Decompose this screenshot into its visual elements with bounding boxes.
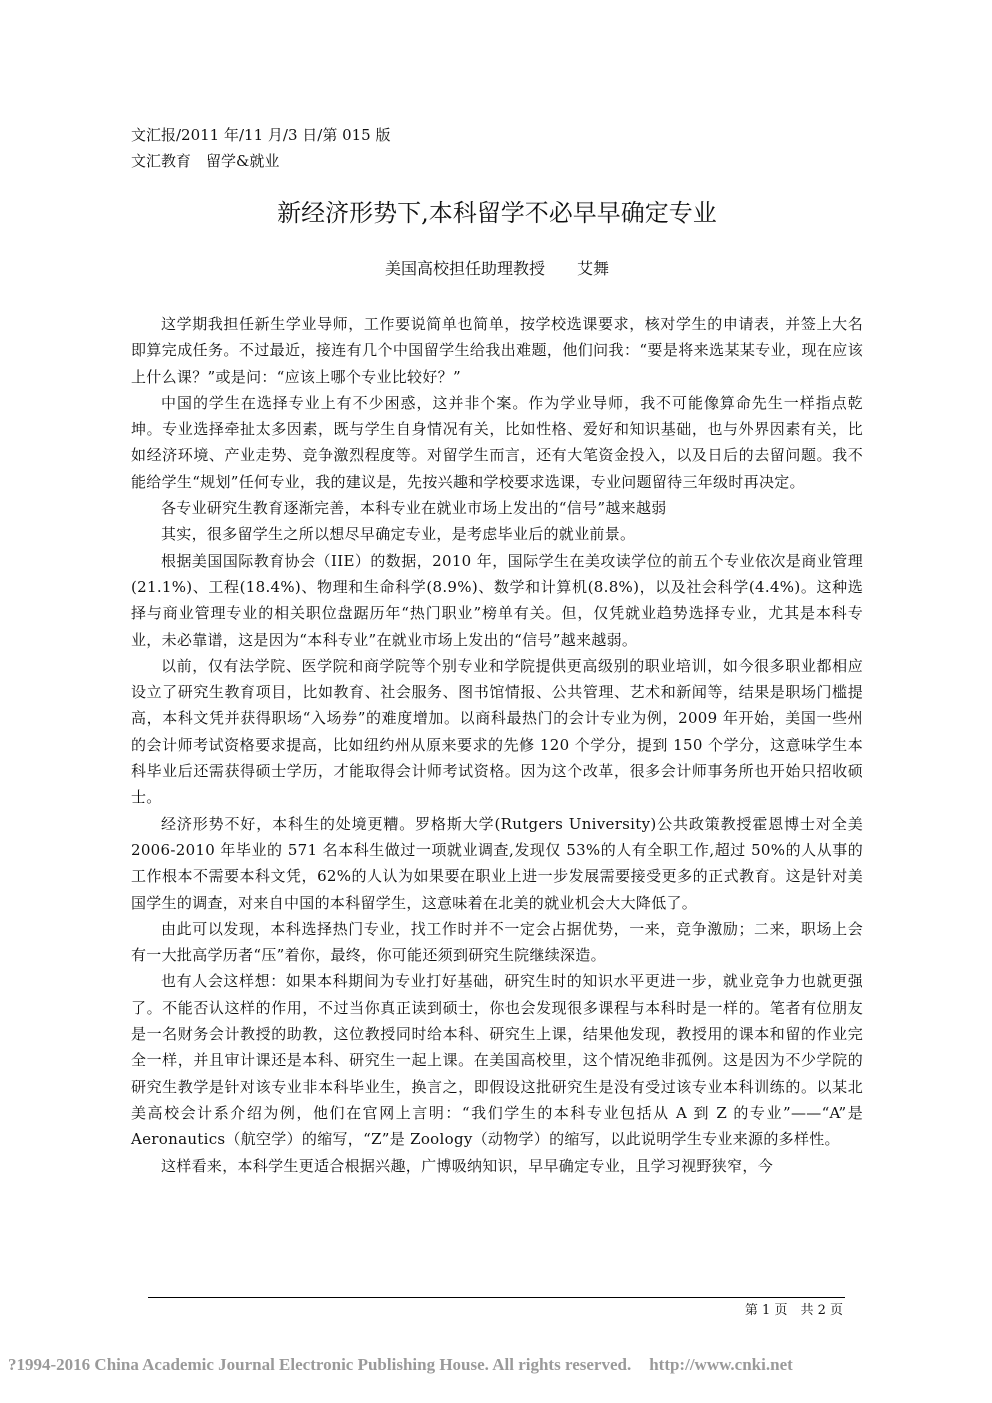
paragraph: 由此可以发现，本科选择热门专业，找工作时并不一定会占据优势，一来，竞争激励；二来，职场上会有一大批高学历者“压”着你，最终，你可能还须到研究生院继续深造。 <box>131 919 863 965</box>
paragraph: 中国的学生在选择专业上有不少困惑，这并非个案。作为学业导师，我不可能像算命先生一样指点乾坤。专业选择牵扯太多因素，既与学生自身情况有关，比如性格、爱好和知识基础，也与外界因素有关，比如经济环境、产业走势、竞争激烈程度等。对留学生而言，还有大笔资金投入，以及日后的去留问题。我不能给学生“规划”任何专业，我的建议是，先按兴趣和学校要求选课，专业问题留待三年级时再决定。 <box>131 393 863 491</box>
subheading: 各专业研究生教育逐渐完善，本科专业在就业市场上发出的“信号”越来越弱 <box>161 499 667 518</box>
paragraph: 其实，很多留学生之所以想尽早确定专业，是考虑毕业后的就业前景。 <box>161 525 636 544</box>
article-body <box>131 311 863 1179</box>
paragraph: 经济形势不好，本科生的处境更糟。罗格斯大学(Rutgers University)公共政策教授霍恩博士对全美 2006-2010 年毕业的 571 名本科生做过一项就业调查,发现仅 53%的人有全职工作,超过 50%的人从事的工作根本不需要本科文凭，62%的人认为如果要在职业上进一步发展需要接受更多的正式教育。这是针对美国学生的调查，对来自中国的本科留学生，这意味着在北美的就业机会大大降低了。 <box>131 814 863 912</box>
article-title: 新经济形势下,本科留学不必早早确定专业 <box>277 199 717 227</box>
paragraph: 这样看来，本科学生更适合根据兴趣，广博吸纳知识，早早确定专业，且学习视野狭窄，今 <box>161 1156 774 1175</box>
source-header <box>131 122 391 174</box>
section-label: 文汇教育 留学&就业 <box>131 152 280 170</box>
author-name: 艾舞 <box>577 259 610 278</box>
publication-source: 文汇报/2011 年/11 月/3 日/第 015 版 <box>131 126 391 144</box>
cnki-url: http://www.cnki.net <box>649 1355 793 1374</box>
author-role: 美国高校担任助理教授 <box>384 259 545 278</box>
paragraph: 也有人会这样想：如果本科期间为专业打好基础，研究生时的知识水平更进一步，就业竞争力也就更强了。不能否认这样的作用，不过当你真正读到硕士，你也会发现很多课程与本科时是一样的。笔者有位朋友是一名财务会计教授的助教，这位教授同时给本科、研究生上课，结果他发现，教授用的课本和留的作业完全一样，并且审计课还是本科、研究生一起上课。在美国高校里，这个情况绝非孤例。这是因为不少学院的研究生教学是针对该专业非本科毕业生，换言之，即假设这批研究生是没有受过该专业本科训练的。以某北美高校会计系介绍为例，他们在官网上言明：“我们学生的本科专业包括从 A 到 Z 的专业”——“A”是 Aeronautics（航空学）的缩写，“Z”是 Zoology（动物学）的缩写，以此说明学生专业来源的多样性。 <box>131 972 863 1149</box>
footer-divider <box>148 1297 845 1298</box>
page-number: 第 1 页 共 2 页 <box>744 1303 843 1318</box>
paragraph: 这学期我担任新生学业导师，工作要说简单也简单，按学校选课要求，核对学生的申请表，并签上大名即算完成任务。不过最近，接连有几个中国留学生给我出难题，他们问我：“要是将来选某某专业，现在应该上什么课？”或是问：“应该上哪个专业比较好？” <box>131 315 863 386</box>
copyright-notice <box>8 1353 793 1377</box>
paragraph: 根据美国国际教育协会（IIE）的数据，2010 年，国际学生在美攻读学位的前五个专业依次是商业管理(21.1%)、工程(18.4%)、物理和生命科学(8.9%)、数学和计算机(8.8%)，以及社会科学(4.4%)。这种选择与商业管理专业的相关职位盘踞历年“热门职业”榜单有关。但，仅凭就业趋势选择专业，尤其是本科专业，未必靠谱，这是因为“本科专业”在就业市场上发出的“信号”越来越弱。 <box>131 551 863 649</box>
byline <box>131 256 863 282</box>
paragraph: 以前，仅有法学院、医学院和商学院等个别专业和学院提供更高级别的职业培训，如今很多职业都相应设立了研究生教育项目，比如教育、社会服务、图书馆情报、公共管理、艺术和新闻等，结果是职场门槛提高，本科文凭并获得职场“入场券”的难度增加。以商科最热门的会计专业为例，2009 年开始，美国一些州的会计师考试资格要求提高，比如纽约州从原来要求的先修 120 个学分，提到 150 个学分，这意味学生本科毕业后还需获得硕士学历，才能取得会计师考试资格。因为这个改革，很多会计师事务所也开始只招收硕士。 <box>131 656 863 807</box>
copyright-text: ?1994-2016 China Academic Journal Electronic Publishing House. All rights reserved. <box>8 1355 632 1374</box>
